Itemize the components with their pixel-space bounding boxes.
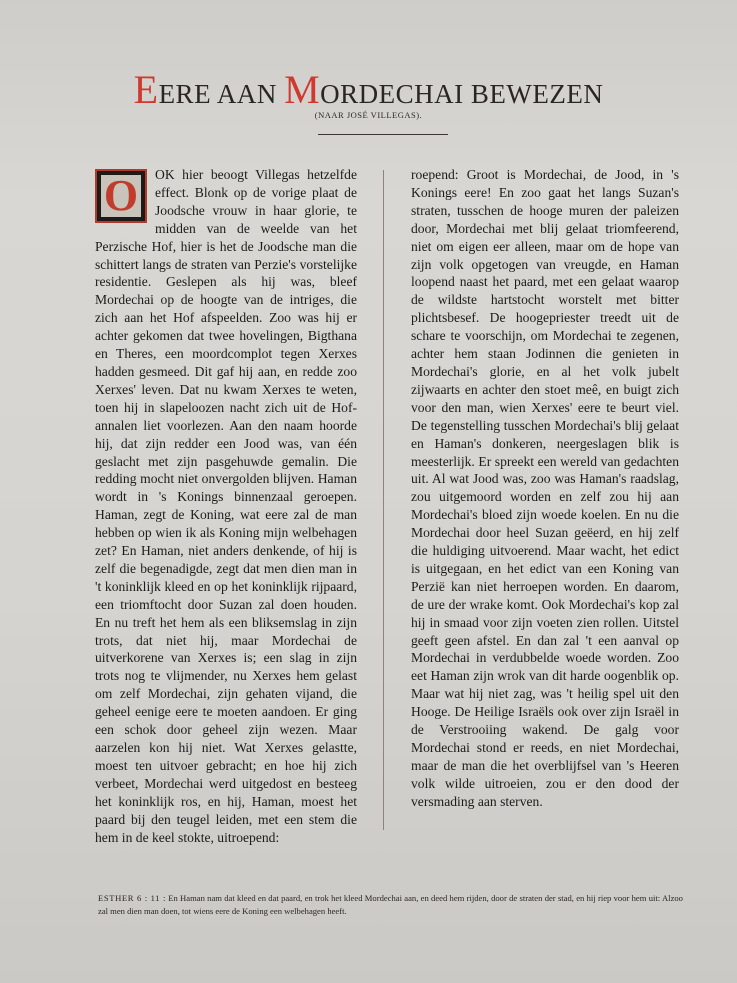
title-rule xyxy=(318,134,448,135)
left-column xyxy=(95,166,357,846)
scripture-footnote xyxy=(98,892,683,918)
illuminated-initial xyxy=(95,169,147,223)
right-column xyxy=(411,166,679,811)
title-initial-m: M xyxy=(284,67,321,112)
right-column-text: roepend: Groot is Mordechai, de Jood, in 's Konings eere! En zoo gaat het langs Suzan's straten, tusschen de hooge muren der paleizen door, Mordechai met blij gelaat triomfeerend, niet om eigen eer alleen, maar om de hope van zijn volk opgetogen van vreugde, en Haman loopend naast het paard, met een gelaat waarop de wildste hartstocht worstelt met bitter plichtsbesef. De hoogepriester treedt uit de schare te voorschijn, om Mordechai te zegenen, achter hem staan Jodinnen die genieten in Mordechai's glorie, en al het volk jubelt zijwaarts en achter den stoet meê, en buigt zich voor den man, wien Xerxes' eere te beurt viel. De tegenstelling tusschen Mordechai's blij gelaat en Haman's donkeren, neergeslagen blik is meesterlijk. Er spreekt een wereld van gedachten uit. Al wat Jood was, zoo was Haman's raadslag, zou uitgemoord worden en zelf zou hij aan Mordechai's bloed zijn woede koelen. En nu die Mordechai door heel Suzan geëerd, en hij zelf die huldiging uitvoerend. Maar wacht, het edict is uitgegaan, en het edict van een Koning van Perzië kan niet herroepen worden. En daarom, de ure der wrake komt. Ook Mordechai's kop zal hij in smaad voor zijn voeten zien rollen. Uitstel geeft geen afstel. En dan zal 't een aanval op Mordechai in verdubbelde woede worden. Zoo eet Haman zijn wrok van dit harde oogenblik op. Maar wat hij niet zag, was 't heilig spel uit den Hooge. De Heilige Israëls ook over zijn Israël in de Verstrooiing wakend. De galg voor Mordechai stond er reeds, en niet Mordechai, maar de man die het overblijfsel van 's Heeren volk wilde uitroeien, zou er den dood der versmading aan sterven. xyxy=(411,167,679,809)
footnote-text: En Haman nam dat kleed en dat paard, en trok het kleed Mordechai aan, en deed hem rijden, door de straten der stad, en hij riep voor hem uit: Alzoo zal men dien man doen, tot wiens eere de Koning een welbehagen heeft. xyxy=(98,893,683,916)
page-title xyxy=(0,66,737,113)
left-column-text: OK hier beoogt Villegas hetzelfde effect. Blonk op de vorige plaat de Joodsche vrouw in haar glorie, te midden van de weelde van het Perzische Hof, hier is het de Joodsche man die schittert langs de straten van Perzie's vorstelijke residentie. Geslepen als hij was, bleef Mordechai op de hoogte van de intriges, die zich aan het Hof afspeelden. Zoo was hij er achter gekomen dat twee hovelingen, Bigthana en Theres, een moordcomplot tegen Xerxes hadden gesmeed. Dit gaf hij aan, en redde zoo Xerxes' leven. Dat nu kwam Xerxes te weten, toen hij in slapeloozen nacht zich uit de Hof-annalen liet voorlezen. Aan den naam hoorde hij, dat zijn redder een Jood was, van één geslacht met zijn pasgehuwde gemalin. Die redding mocht niet onvergolden blijven. Haman wordt in 's Konings binnenzaal geroepen. Haman, zegt de Koning, wat eere zal de man hebben op wien ik als Koning mijn welbehagen zet? En Haman, niet anders denkende, of hij is zelf die begenadigde, zegt dat men dien man in 't koninklijk kleed en op het koninklijk rijpaard, een triomftocht door Suzan zal doen houden. En nu treft het hem als een bliksemslag in zijn trots, dat niet hij, maar Mordechai de uitverkorene van Xerxes is; een slag in zijn trots nog te vlijmender, nu Xerxes hem gelast om zelf Mordechai, zijn gehaten vijand, die geheel eenige eere te moeten aandoen. Er ging een schok door geheel zijn wezen. Maar aarzelen kon hij niet. Wat Xerxes gelastte, moest ten uitvoer gebracht; en hoe hij zich verbeet, Mordechai werd uitgedost en besteeg het koninklijk ros, en hij, Haman, moest het paard bij den teugel leiden, met een stem die hem in de keel stokte, uitroepend: xyxy=(95,167,357,845)
title-part-2: ORDECHAI BEWEZEN xyxy=(320,79,604,109)
dropcap-letter: O xyxy=(101,175,141,217)
title-initial-e: E xyxy=(133,67,159,112)
title-part-1: ERE AAN xyxy=(158,79,285,109)
footnote-reference: ESTHER 6 : 11 : xyxy=(98,893,166,903)
page-subtitle: (NAAR JOSÉ VILLEGAS). xyxy=(314,110,423,120)
column-divider xyxy=(383,170,384,830)
